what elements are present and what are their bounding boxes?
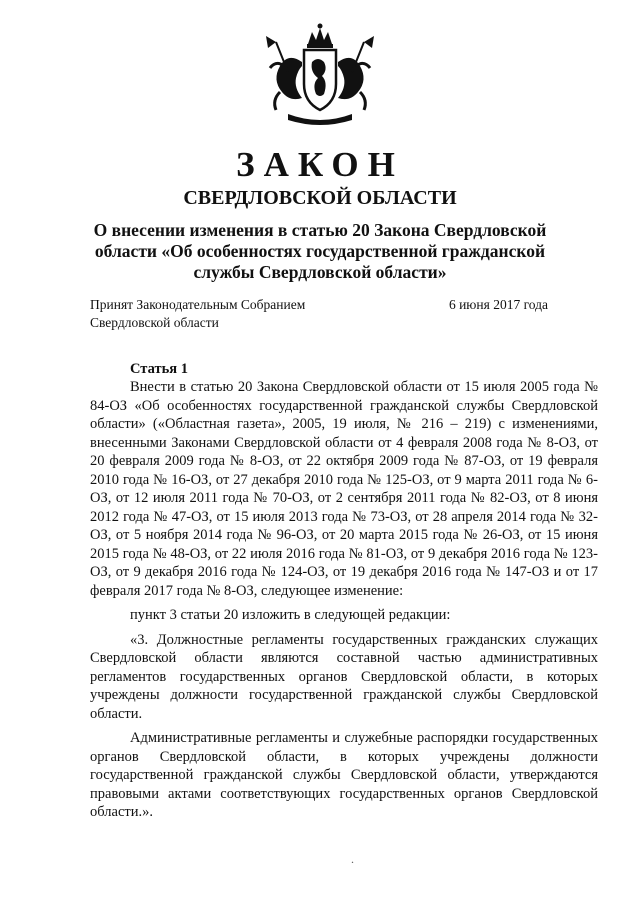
article-heading: Статья 1 — [130, 361, 188, 377]
adopted-by — [90, 296, 305, 332]
document-title: ЗАКОН — [236, 145, 404, 184]
adoption-date: 6 июня 2017 года — [448, 297, 548, 312]
adopted-line-1: Принят Законодательным Собранием — [90, 297, 306, 312]
law-name: О внесении изменения в статью 20 Закона Свердловской области «Об особенностях государственной гражданской службы Свердловской области» — [93, 220, 547, 282]
paragraph: Административные регламенты и служебные распорядки государственных органов Свердловской области, в которых учреждены должности государственной гражданской службы Свердловской области, утверждаются правовыми актами соответствующих государственных органов Свердловской области.». — [90, 730, 598, 820]
document-subtitle: СВЕРДЛОВСКОЙ ОБЛАСТИ — [183, 187, 457, 209]
paragraph: «3. Должностные регламенты государственных гражданских служащих Свердловской области являются составной частью административных регламентов государственных органов Свердловской области, в которых учреждены должности государственной гражданской службы Свердловской области. — [90, 631, 598, 722]
paragraph: пункт 3 статьи 20 изложить в следующей редакции: — [130, 607, 451, 623]
page-mark: . — [351, 852, 354, 866]
article-body — [90, 378, 598, 826]
adopted-line-2: Свердловской области — [90, 315, 219, 330]
paragraph: Внести в статью 20 Закона Свердловской области от 15 июля 2005 года № 84-ОЗ «Об особенностях государственной гражданской службы Свердловской области» («Областная газета», 2005, 19 июля, № 216 – 219) с изменениями, внесенными Законами Свердловской области от 4 февраля 2008 года № 8-ОЗ, от 20 февраля 2009 года № 8-ОЗ, от 22 октября 2009 года № 87-ОЗ, от 19 февраля 2010 года № 16-ОЗ, от 27 декабря 2010 года № 125-ОЗ, от 9 марта 2011 года № 6-ОЗ, от 12 июля 2011 года № 70-ОЗ, от 2 сентября 2011 года № 82-ОЗ, от 8 июня 2012 года № 47-ОЗ, от 15 июля 2013 года № 73-ОЗ, от 28 апреля 2014 года № 32-ОЗ, от 5 ноября 2014 года № 96-ОЗ, от 20 марта 2015 года № 26-ОЗ, от 15 июня 2015 года № 48-ОЗ, от 22 июля 2016 года № 81-ОЗ, от 9 декабря 2016 года № 123-ОЗ, от 9 декабря 2016 года № 124-ОЗ, от 19 декабря 2016 года № 147-ОЗ и от 17 февраля 2017 года № 8-ОЗ, следующее изменение: — [90, 379, 598, 599]
coat-of-arms-icon — [258, 22, 382, 130]
